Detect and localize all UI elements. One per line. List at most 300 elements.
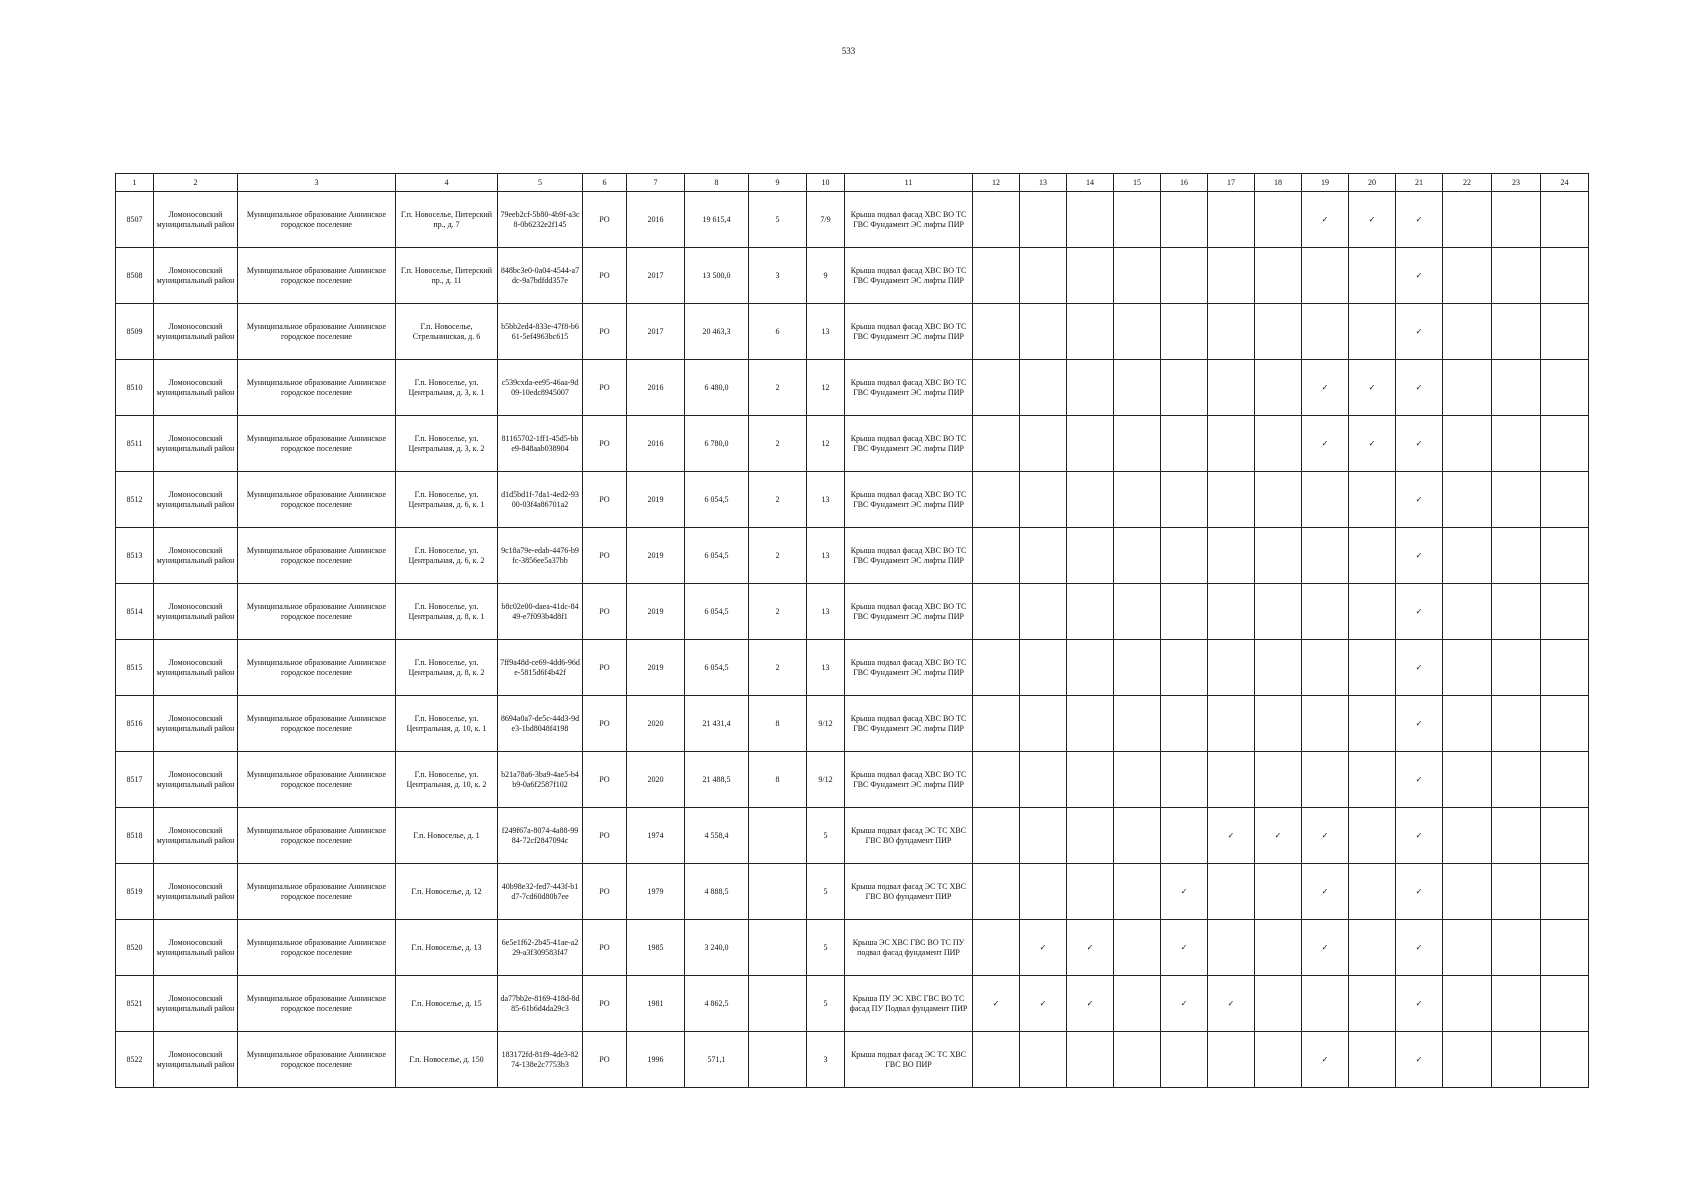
type-cell: РО — [583, 920, 627, 976]
municipality-cell: Муниципальное образование Аннинское городское поселение — [238, 1032, 396, 1088]
floors-cell: 5 — [749, 192, 807, 248]
empty-cell — [973, 304, 1020, 360]
empty-cell — [973, 192, 1020, 248]
empty-cell — [1114, 192, 1161, 248]
area-cell: 4 888,5 — [685, 864, 749, 920]
row-number-cell: 8513 — [116, 528, 154, 584]
check-mark-icon: ✓ — [1396, 528, 1443, 584]
type-cell: РО — [583, 1032, 627, 1088]
year-cell: 2020 — [627, 752, 685, 808]
check-mark-icon: ✓ — [1302, 920, 1349, 976]
address-cell: Г.п. Новоселье, ул. Центральная, д. 3, к. 1 — [396, 360, 498, 416]
year-cell: 1996 — [627, 1032, 685, 1088]
empty-cell — [1161, 192, 1208, 248]
empty-cell — [1161, 472, 1208, 528]
works-cell: Крыша подвал фасад ХВС ВО ТС ГВС Фундамент ЭС лифты ПИР — [845, 304, 973, 360]
area-cell: 20 463,3 — [685, 304, 749, 360]
type-cell: РО — [583, 528, 627, 584]
type-cell: РО — [583, 640, 627, 696]
empty-cell — [1492, 640, 1541, 696]
works-cell: Крыша подвал фасад ХВС ВО ТС ГВС Фундамент ЭС лифты ПИР — [845, 696, 973, 752]
floors-cell: 2 — [749, 528, 807, 584]
table-header-row — [116, 174, 1589, 192]
empty-cell — [1255, 640, 1302, 696]
address-cell: Г.п. Новоселье, ул. Центральная, д. 10, к. 2 — [396, 752, 498, 808]
empty-cell — [1114, 1032, 1161, 1088]
empty-cell — [1020, 640, 1067, 696]
empty-cell — [1541, 192, 1589, 248]
empty-cell — [1492, 304, 1541, 360]
table-row — [116, 864, 1589, 920]
empty-cell — [1114, 416, 1161, 472]
entrances-cell: 5 — [807, 808, 845, 864]
year-cell: 2019 — [627, 640, 685, 696]
empty-cell — [1114, 808, 1161, 864]
column-header-3: 3 — [238, 174, 396, 192]
column-header-9: 9 — [749, 174, 807, 192]
address-cell: Г.п. Новоселье, ул. Центральная, д. 8, к. 2 — [396, 640, 498, 696]
empty-cell — [1067, 416, 1114, 472]
table-row — [116, 696, 1589, 752]
entrances-cell: 13 — [807, 304, 845, 360]
year-cell: 1974 — [627, 808, 685, 864]
empty-cell — [1255, 696, 1302, 752]
column-header-5: 5 — [498, 174, 583, 192]
table-row — [116, 472, 1589, 528]
check-mark-icon: ✓ — [1161, 920, 1208, 976]
row-number-cell: 8517 — [116, 752, 154, 808]
empty-cell — [1255, 416, 1302, 472]
empty-cell — [1255, 976, 1302, 1032]
year-cell: 2016 — [627, 360, 685, 416]
check-mark-icon: ✓ — [1396, 640, 1443, 696]
table-row — [116, 808, 1589, 864]
area-cell: 6 054,5 — [685, 584, 749, 640]
empty-cell — [1255, 920, 1302, 976]
column-header-15: 15 — [1114, 174, 1161, 192]
registry-table — [115, 173, 1589, 1088]
type-cell: РО — [583, 360, 627, 416]
type-cell: РО — [583, 584, 627, 640]
empty-cell — [1161, 752, 1208, 808]
empty-cell — [1208, 360, 1255, 416]
floors-cell: 3 — [749, 248, 807, 304]
guid-cell: c539cxda-ee95-46aa-9d09-10edc8945007 — [498, 360, 583, 416]
empty-cell — [1208, 584, 1255, 640]
guid-cell: 848bc3e0-0a04-4544-a7dc-9a7bdfdd357e — [498, 248, 583, 304]
empty-cell — [1541, 360, 1589, 416]
type-cell: РО — [583, 192, 627, 248]
type-cell: РО — [583, 976, 627, 1032]
floors-cell: 2 — [749, 416, 807, 472]
empty-cell — [1541, 864, 1589, 920]
column-header-22: 22 — [1443, 174, 1492, 192]
empty-cell — [1349, 1032, 1396, 1088]
district-cell: Ломоносовский муниципальный район — [154, 864, 238, 920]
area-cell: 6 780,0 — [685, 416, 749, 472]
empty-cell — [1541, 1032, 1589, 1088]
empty-cell — [1492, 584, 1541, 640]
works-cell: Крыша подвал фасад ЭС ТС ХВС ГВС ВО фундамент ПИР — [845, 808, 973, 864]
district-cell: Ломоносовский муниципальный район — [154, 584, 238, 640]
address-cell: Г.п. Новоселье, Питерский пр., д. 7 — [396, 192, 498, 248]
empty-cell — [1067, 696, 1114, 752]
municipality-cell: Муниципальное образование Аннинское городское поселение — [238, 976, 396, 1032]
row-number-cell: 8510 — [116, 360, 154, 416]
empty-cell — [1208, 640, 1255, 696]
type-cell: РО — [583, 304, 627, 360]
table-body — [116, 192, 1589, 1088]
check-mark-icon: ✓ — [1067, 920, 1114, 976]
floors-cell: 8 — [749, 752, 807, 808]
empty-cell — [1067, 808, 1114, 864]
empty-cell — [1067, 640, 1114, 696]
guid-cell: da77bb2e-8169-418d-8d85-61b6d4da29c3 — [498, 976, 583, 1032]
empty-cell — [1255, 472, 1302, 528]
empty-cell — [1349, 304, 1396, 360]
check-mark-icon: ✓ — [1396, 416, 1443, 472]
check-mark-icon: ✓ — [1396, 920, 1443, 976]
address-cell: Г.п. Новоселье, ул. Центральная, д. 6, к. 1 — [396, 472, 498, 528]
municipality-cell: Муниципальное образование Аннинское городское поселение — [238, 528, 396, 584]
empty-cell — [1255, 584, 1302, 640]
district-cell: Ломоносовский муниципальный район — [154, 640, 238, 696]
type-cell: РО — [583, 864, 627, 920]
floors-cell: 2 — [749, 584, 807, 640]
empty-cell — [1492, 976, 1541, 1032]
check-mark-icon: ✓ — [1396, 192, 1443, 248]
empty-cell — [973, 864, 1020, 920]
column-header-2: 2 — [154, 174, 238, 192]
area-cell: 6 480,0 — [685, 360, 749, 416]
guid-cell: b8c02e00-daea-41dc-8449-e7f093b4d8f1 — [498, 584, 583, 640]
column-header-1: 1 — [116, 174, 154, 192]
empty-cell — [1302, 528, 1349, 584]
works-cell: Крыша подвал фасад ХВС ВО ТС ГВС Фундамент ЭС лифты ПИР — [845, 752, 973, 808]
entrances-cell: 13 — [807, 584, 845, 640]
check-mark-icon: ✓ — [1396, 808, 1443, 864]
address-cell: Г.п. Новоселье, Стрельнинская, д. 6 — [396, 304, 498, 360]
empty-cell — [1255, 192, 1302, 248]
row-number-cell: 8520 — [116, 920, 154, 976]
area-cell: 6 054,5 — [685, 472, 749, 528]
check-mark-icon: ✓ — [1161, 976, 1208, 1032]
empty-cell — [1067, 752, 1114, 808]
address-cell: Г.п. Новоселье, ул. Центральная, д. 3, к. 2 — [396, 416, 498, 472]
municipality-cell: Муниципальное образование Аннинское городское поселение — [238, 808, 396, 864]
empty-cell — [973, 808, 1020, 864]
area-cell: 6 054,5 — [685, 640, 749, 696]
column-header-23: 23 — [1492, 174, 1541, 192]
empty-cell — [1067, 192, 1114, 248]
empty-cell — [1443, 304, 1492, 360]
entrances-cell: 5 — [807, 864, 845, 920]
address-cell: Г.п. Новоселье, ул. Центральная, д. 10, к. 1 — [396, 696, 498, 752]
empty-cell — [1492, 920, 1541, 976]
type-cell: РО — [583, 472, 627, 528]
guid-cell: 183172fd-81f9-4de3-8274-138e2c7753b3 — [498, 1032, 583, 1088]
row-number-cell: 8512 — [116, 472, 154, 528]
floors-cell — [749, 920, 807, 976]
empty-cell — [1349, 472, 1396, 528]
year-cell: 1981 — [627, 976, 685, 1032]
empty-cell — [1349, 584, 1396, 640]
empty-cell — [1020, 696, 1067, 752]
empty-cell — [1067, 360, 1114, 416]
check-mark-icon: ✓ — [1302, 808, 1349, 864]
empty-cell — [1255, 1032, 1302, 1088]
empty-cell — [1208, 472, 1255, 528]
district-cell: Ломоносовский муниципальный район — [154, 472, 238, 528]
works-cell: Крыша подвал фасад ХВС ВО ТС ГВС Фундамент ЭС лифты ПИР — [845, 528, 973, 584]
empty-cell — [1492, 696, 1541, 752]
empty-cell — [1492, 864, 1541, 920]
check-mark-icon: ✓ — [1255, 808, 1302, 864]
empty-cell — [1114, 864, 1161, 920]
works-cell: Крыша подвал фасад ХВС ВО ТС ГВС Фундамент ЭС лифты ПИР — [845, 416, 973, 472]
empty-cell — [1443, 584, 1492, 640]
empty-cell — [1208, 528, 1255, 584]
empty-cell — [1541, 528, 1589, 584]
works-cell: Крыша ЭС ХВС ГВС ВО ТС ПУ подвал фасад фундамент ПИР — [845, 920, 973, 976]
works-cell: Крыша подвал фасад ХВС ВО ТС ГВС Фундамент ЭС лифты ПИР — [845, 360, 973, 416]
column-header-6: 6 — [583, 174, 627, 192]
empty-cell — [1541, 696, 1589, 752]
empty-cell — [1443, 1032, 1492, 1088]
empty-cell — [1492, 192, 1541, 248]
empty-cell — [1443, 192, 1492, 248]
empty-cell — [1492, 528, 1541, 584]
empty-cell — [1020, 360, 1067, 416]
address-cell: Г.п. Новоселье, д. 150 — [396, 1032, 498, 1088]
area-cell: 4 862,5 — [685, 976, 749, 1032]
works-cell: Крыша подвал фасад ЭС ТС ХВС ГВС ВО ПИР — [845, 1032, 973, 1088]
municipality-cell: Муниципальное образование Аннинское городское поселение — [238, 360, 396, 416]
address-cell: Г.п. Новоселье, д. 1 — [396, 808, 498, 864]
check-mark-icon: ✓ — [973, 976, 1020, 1032]
empty-cell — [1349, 752, 1396, 808]
guid-cell: b21a78a6-3ba9-4ae5-b4b9-0a6f2587f102 — [498, 752, 583, 808]
empty-cell — [1443, 976, 1492, 1032]
entrances-cell: 3 — [807, 1032, 845, 1088]
municipality-cell: Муниципальное образование Аннинское городское поселение — [238, 864, 396, 920]
check-mark-icon: ✓ — [1396, 472, 1443, 528]
empty-cell — [973, 360, 1020, 416]
empty-cell — [973, 1032, 1020, 1088]
empty-cell — [1161, 416, 1208, 472]
row-number-cell: 8522 — [116, 1032, 154, 1088]
guid-cell: 81165702-1ff1-45d5-bbe9-848aab038904 — [498, 416, 583, 472]
entrances-cell: 12 — [807, 416, 845, 472]
page-number: 533 — [841, 46, 856, 56]
empty-cell — [1161, 584, 1208, 640]
area-cell: 6 054,5 — [685, 528, 749, 584]
table-row — [116, 304, 1589, 360]
check-mark-icon: ✓ — [1396, 976, 1443, 1032]
floors-cell: 2 — [749, 640, 807, 696]
empty-cell — [1349, 248, 1396, 304]
guid-cell: 79eeb2cf-5b80-4b9f-a3c8-0b6232e2f145 — [498, 192, 583, 248]
empty-cell — [1541, 752, 1589, 808]
empty-cell — [1255, 360, 1302, 416]
empty-cell — [1443, 864, 1492, 920]
empty-cell — [1020, 808, 1067, 864]
district-cell: Ломоносовский муниципальный район — [154, 920, 238, 976]
entrances-cell: 13 — [807, 640, 845, 696]
row-number-cell: 8518 — [116, 808, 154, 864]
works-cell: Крыша подвал фасад ХВС ВО ТС ГВС Фундамент ЭС лифты ПИР — [845, 192, 973, 248]
guid-cell: 8694a0a7-de5c-44d3-9de3-1bd8048f4198 — [498, 696, 583, 752]
entrances-cell: 7/9 — [807, 192, 845, 248]
type-cell: РО — [583, 752, 627, 808]
works-cell: Крыша подвал фасад ХВС ВО ТС ГВС Фундамент ЭС лифты ПИР — [845, 640, 973, 696]
empty-cell — [1020, 472, 1067, 528]
type-cell: РО — [583, 696, 627, 752]
row-number-cell: 8516 — [116, 696, 154, 752]
type-cell: РО — [583, 416, 627, 472]
empty-cell — [1161, 696, 1208, 752]
works-cell: Крыша подвал фасад ХВС ВО ТС ГВС Фундамент ЭС лифты ПИР — [845, 248, 973, 304]
empty-cell — [1349, 808, 1396, 864]
column-header-7: 7 — [627, 174, 685, 192]
empty-cell — [1020, 752, 1067, 808]
column-header-24: 24 — [1541, 174, 1589, 192]
empty-cell — [973, 472, 1020, 528]
check-mark-icon: ✓ — [1396, 1032, 1443, 1088]
type-cell: РО — [583, 808, 627, 864]
empty-cell — [1349, 920, 1396, 976]
row-number-cell: 8521 — [116, 976, 154, 1032]
municipality-cell: Муниципальное образование Аннинское городское поселение — [238, 696, 396, 752]
check-mark-icon: ✓ — [1396, 696, 1443, 752]
district-cell: Ломоносовский муниципальный район — [154, 192, 238, 248]
empty-cell — [1302, 640, 1349, 696]
check-mark-icon: ✓ — [1020, 976, 1067, 1032]
empty-cell — [1302, 248, 1349, 304]
municipality-cell: Муниципальное образование Аннинское городское поселение — [238, 416, 396, 472]
empty-cell — [1349, 976, 1396, 1032]
empty-cell — [1067, 304, 1114, 360]
guid-cell: 40b98e32-fed7-443f-b1d7-7cd60d80b7ee — [498, 864, 583, 920]
empty-cell — [1020, 192, 1067, 248]
column-header-16: 16 — [1161, 174, 1208, 192]
empty-cell — [1492, 472, 1541, 528]
empty-cell — [1492, 360, 1541, 416]
empty-cell — [1349, 528, 1396, 584]
empty-cell — [1541, 248, 1589, 304]
column-header-17: 17 — [1208, 174, 1255, 192]
empty-cell — [1161, 304, 1208, 360]
municipality-cell: Муниципальное образование Аннинское городское поселение — [238, 752, 396, 808]
empty-cell — [1114, 304, 1161, 360]
column-header-14: 14 — [1067, 174, 1114, 192]
entrances-cell: 9/12 — [807, 696, 845, 752]
empty-cell — [1067, 248, 1114, 304]
year-cell: 2016 — [627, 416, 685, 472]
empty-cell — [1443, 472, 1492, 528]
entrances-cell: 13 — [807, 528, 845, 584]
column-header-4: 4 — [396, 174, 498, 192]
empty-cell — [1114, 584, 1161, 640]
empty-cell — [1020, 1032, 1067, 1088]
address-cell: Г.п. Новоселье, Питерский пр., д. 11 — [396, 248, 498, 304]
check-mark-icon: ✓ — [1396, 752, 1443, 808]
row-number-cell: 8509 — [116, 304, 154, 360]
district-cell: Ломоносовский муниципальный район — [154, 1032, 238, 1088]
check-mark-icon: ✓ — [1020, 920, 1067, 976]
entrances-cell: 5 — [807, 920, 845, 976]
empty-cell — [973, 696, 1020, 752]
column-header-13: 13 — [1020, 174, 1067, 192]
empty-cell — [1067, 1032, 1114, 1088]
year-cell: 2020 — [627, 696, 685, 752]
floors-cell: 8 — [749, 696, 807, 752]
floors-cell — [749, 1032, 807, 1088]
empty-cell — [1492, 752, 1541, 808]
empty-cell — [973, 640, 1020, 696]
table-row — [116, 976, 1589, 1032]
empty-cell — [1255, 528, 1302, 584]
empty-cell — [1541, 976, 1589, 1032]
table-row — [116, 752, 1589, 808]
floors-cell — [749, 864, 807, 920]
floors-cell: 2 — [749, 360, 807, 416]
column-header-20: 20 — [1349, 174, 1396, 192]
address-cell: Г.п. Новоселье, ул. Центральная, д. 6, к. 2 — [396, 528, 498, 584]
year-cell: 2016 — [627, 192, 685, 248]
floors-cell — [749, 976, 807, 1032]
check-mark-icon: ✓ — [1396, 248, 1443, 304]
guid-cell: 7ff9a48d-ce69-4dd6-96de-5815d6f4b42f — [498, 640, 583, 696]
empty-cell — [1020, 528, 1067, 584]
empty-cell — [1208, 696, 1255, 752]
empty-cell — [1208, 1032, 1255, 1088]
check-mark-icon: ✓ — [1208, 976, 1255, 1032]
year-cell: 2019 — [627, 584, 685, 640]
empty-cell — [1114, 248, 1161, 304]
empty-cell — [1443, 528, 1492, 584]
check-mark-icon: ✓ — [1396, 584, 1443, 640]
guid-cell: 6e5e1f62-2b45-41ae-a229-a3f309583f47 — [498, 920, 583, 976]
check-mark-icon: ✓ — [1302, 416, 1349, 472]
empty-cell — [1541, 584, 1589, 640]
empty-cell — [1161, 360, 1208, 416]
empty-cell — [1020, 864, 1067, 920]
empty-cell — [1443, 752, 1492, 808]
works-cell: Крыша подвал фасад ХВС ВО ТС ГВС Фундамент ЭС лифты ПИР — [845, 472, 973, 528]
row-number-cell: 8507 — [116, 192, 154, 248]
empty-cell — [973, 752, 1020, 808]
empty-cell — [1541, 640, 1589, 696]
row-number-cell: 8519 — [116, 864, 154, 920]
table-row — [116, 920, 1589, 976]
district-cell: Ломоносовский муниципальный район — [154, 808, 238, 864]
empty-cell — [973, 528, 1020, 584]
district-cell: Ломоносовский муниципальный район — [154, 528, 238, 584]
address-cell: Г.п. Новоселье, ул. Центральная, д. 8, к. 1 — [396, 584, 498, 640]
municipality-cell: Муниципальное образование Аннинское городское поселение — [238, 192, 396, 248]
year-cell: 2017 — [627, 304, 685, 360]
check-mark-icon: ✓ — [1302, 1032, 1349, 1088]
floors-cell — [749, 808, 807, 864]
empty-cell — [1020, 416, 1067, 472]
municipality-cell: Муниципальное образование Аннинское городское поселение — [238, 304, 396, 360]
table-row — [116, 584, 1589, 640]
empty-cell — [1302, 696, 1349, 752]
floors-cell: 6 — [749, 304, 807, 360]
empty-cell — [1443, 920, 1492, 976]
entrances-cell: 9 — [807, 248, 845, 304]
